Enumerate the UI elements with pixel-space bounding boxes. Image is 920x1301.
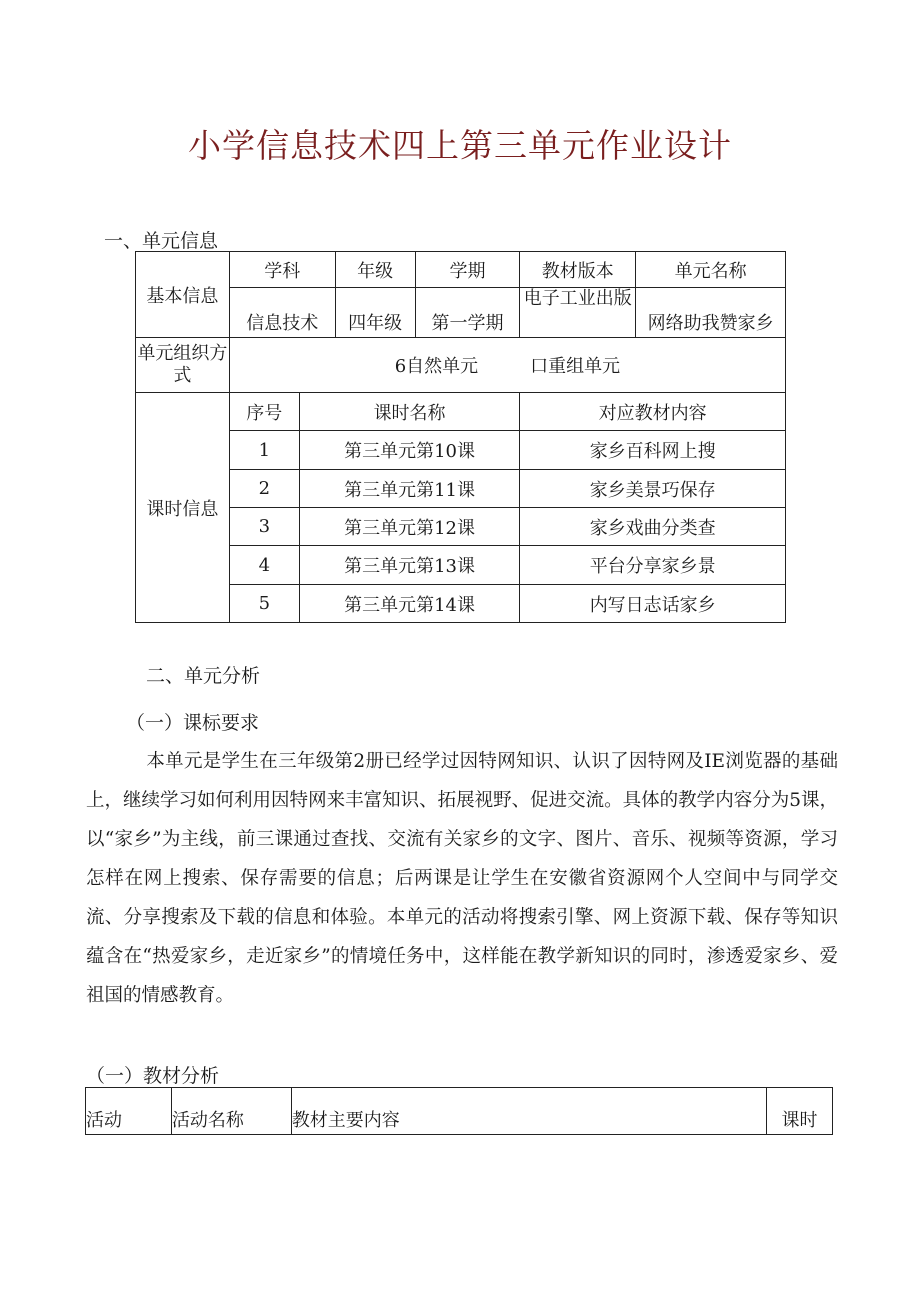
lesson-no: 1	[229, 431, 299, 470]
org-option-regroup: 口重组单元	[530, 356, 621, 377]
section-heading-unit-analysis: 二、单元分析	[146, 665, 261, 687]
page-title: 小学信息技术四上第三单元作业设计	[188, 126, 732, 165]
lesson-content: 家乡百科网上搜	[520, 431, 786, 470]
curriculum-paragraph-text: 本单元是学生在三年级第2册已经学过因特网知识、认识了因特网及IE浏览器的基础上，继续学习如何利用因特网来丰富知识、拓展视野、促进交流。具体的教学内容分为5课，以“家乡”为主线，前三课通过查找、交流有关家乡的文字、图片、音乐、视频等资源，学习怎样在网上搜索、保存需要的信息；后两课是让学生在安徽省资源网个人空间中与同学交流、分享搜索及下载的信息和体验。本单元的活动将搜索引擎、网上资源下载、保存等知识蕴含在“热爱家乡，走近家乡”的情境任务中，这样能在教学新知识的同时，渗透爱家乡、爱祖国的情感教育。	[86, 751, 838, 1006]
curriculum-paragraph	[86, 742, 838, 1015]
lesson-name: 第三单元第14课	[299, 585, 520, 623]
table-row	[136, 508, 786, 546]
lesson-name: 第三单元第13课	[299, 546, 520, 585]
basic-info-label: 基本信息	[136, 252, 230, 338]
value-subject: 信息技术	[229, 288, 335, 338]
section-heading-unit-info: 一、单元信息	[104, 230, 219, 252]
lesson-header-name: 课时名称	[299, 393, 520, 431]
table-row	[136, 585, 786, 623]
lesson-content: 家乡美景巧保存	[520, 470, 786, 508]
lesson-no: 3	[229, 508, 299, 546]
value-edition: 电子工业出版	[520, 288, 636, 338]
header-unit-name: 单元名称	[636, 252, 786, 288]
lesson-content: 平台分享家乡景	[520, 546, 786, 585]
header-subject: 学科	[229, 252, 335, 288]
lesson-no: 2	[229, 470, 299, 508]
material-header-periods: 课时	[767, 1088, 833, 1135]
material-header-activity-name: 活动名称	[171, 1088, 291, 1135]
value-grade: 四年级	[335, 288, 415, 338]
lesson-header-no: 序号	[229, 393, 299, 431]
header-edition: 教材版本	[520, 252, 636, 288]
material-analysis-table	[85, 1087, 833, 1135]
table-row	[136, 431, 786, 470]
org-label: 单元组织方式	[136, 338, 230, 393]
lesson-no: 5	[229, 585, 299, 623]
table-row	[136, 546, 786, 585]
subheading-material-analysis: （一）教材分析	[86, 1065, 220, 1087]
org-options	[229, 338, 785, 393]
lesson-name: 第三单元第12课	[299, 508, 520, 546]
lesson-no: 4	[229, 546, 299, 585]
lesson-name: 第三单元第11课	[299, 470, 520, 508]
material-header-activity: 活动	[86, 1088, 172, 1135]
value-unit-name: 网络助我赞家乡	[636, 288, 786, 338]
lesson-content: 内写日志话家乡	[520, 585, 786, 623]
lessons-label: 课时信息	[136, 393, 230, 623]
org-option-natural: 6自然单元	[394, 356, 479, 377]
lesson-name: 第三单元第10课	[299, 431, 520, 470]
value-semester: 第一学期	[415, 288, 520, 338]
material-header-main-content: 教材主要内容	[291, 1088, 766, 1135]
subheading-curriculum: （一）课标要求	[126, 712, 260, 734]
unit-info-table	[135, 251, 786, 623]
header-grade: 年级	[335, 252, 415, 288]
lesson-header-content: 对应教材内容	[520, 393, 786, 431]
header-semester: 学期	[415, 252, 520, 288]
table-row	[136, 470, 786, 508]
lesson-content: 家乡戏曲分类查	[520, 508, 786, 546]
